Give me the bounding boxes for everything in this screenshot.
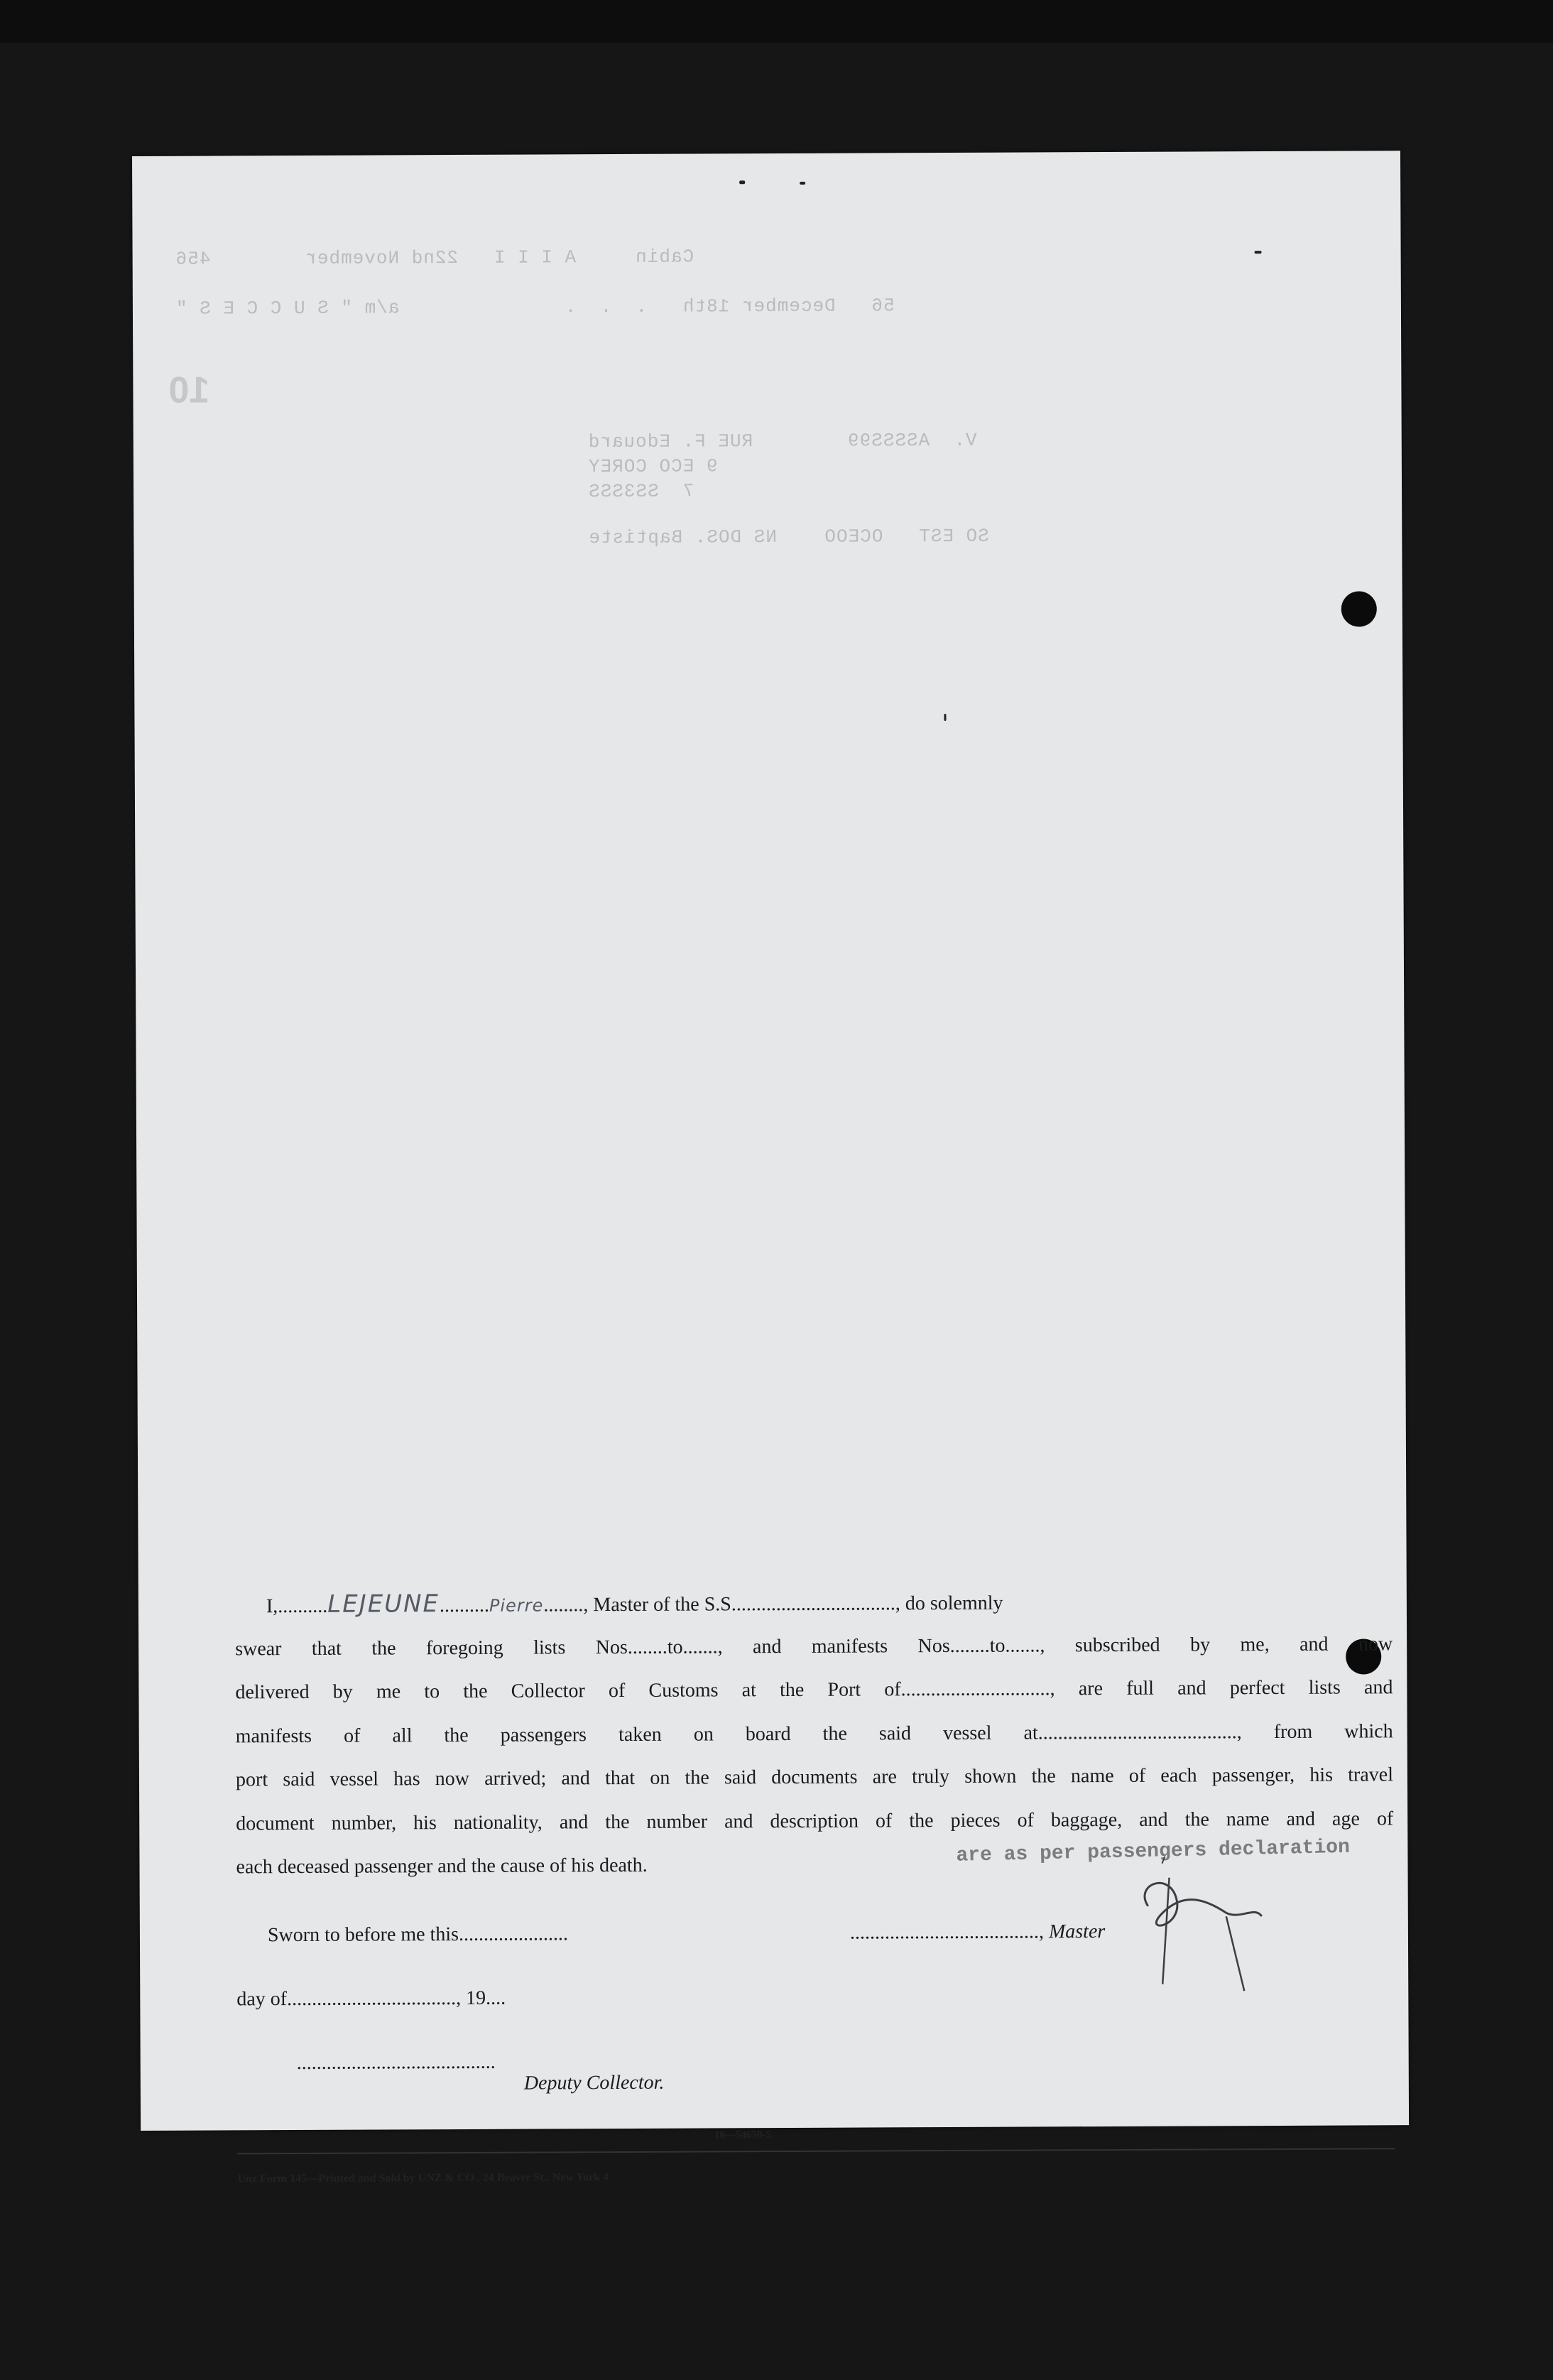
master-label: , Master xyxy=(1038,1920,1106,1943)
oath-text: , do solemnly xyxy=(895,1592,1003,1615)
form-code: 16—54650-5 xyxy=(714,2129,772,2141)
oath-text: , Master of the S.S. xyxy=(583,1593,736,1616)
fill-dots: .......... xyxy=(278,1594,328,1618)
master-signature-scrawl xyxy=(1119,1856,1283,1999)
master-surname-handwritten: LEJEUNE xyxy=(327,1590,440,1619)
fill-dots: ................................ xyxy=(736,1592,895,1616)
oath-line-4: manifests of all the passengers taken on board the said vessel at........................................, from which xyxy=(235,1719,1393,1747)
bleed-through-line: SO EST OCEOO NS DOS. Baptiste xyxy=(588,525,989,549)
film-border xyxy=(0,0,1553,43)
deputy-signature-line: ........................................ xyxy=(296,2050,496,2075)
bleed-through-line: 56 December 18th . . . a/m " S U C C E S " xyxy=(175,295,895,320)
oath-line-2: swear that the foregoing lists Nos........to......., and manifests Nos........to......., subscribed by me, and now xyxy=(235,1632,1393,1660)
master-given-name-handwritten: Pierre xyxy=(489,1595,544,1616)
speck xyxy=(739,180,745,184)
master-signature-line xyxy=(850,1920,1105,1945)
bleed-through-line: 7 SS3SSS xyxy=(588,480,694,503)
speck xyxy=(1255,251,1262,254)
day-of-line: day of.................................., 19.... xyxy=(236,1987,506,2011)
oath-line-6: document number, his nationality, and the number and description of the pieces of baggage, and the name and age of xyxy=(236,1807,1394,1835)
fill-dots: ........ xyxy=(543,1594,584,1616)
bleed-through-line: V. ASSSS99 RUE F. Edouard xyxy=(587,429,977,453)
fill-dots: .......... xyxy=(439,1594,490,1617)
sworn-before-line: Sworn to before me this...................... xyxy=(267,1923,569,1947)
speck xyxy=(944,714,946,721)
speck xyxy=(800,182,805,185)
oath-text: I, xyxy=(266,1595,278,1618)
passenger-declaration-stamp: are as per passengers declaration xyxy=(956,1836,1351,1867)
oath-line-1 xyxy=(235,1578,1393,1627)
bleed-through-line: 9 ECO COREY xyxy=(587,455,718,478)
oath-line-3: delivered by me to the Collector of Customs at the Port of.............................., are full and perfect lists and xyxy=(235,1676,1393,1704)
deputy-collector-label xyxy=(524,2072,665,2095)
footer-rule xyxy=(237,2148,1395,2154)
bleed-through-number: 10 xyxy=(168,369,210,411)
fill-dots: ...................................... xyxy=(849,1920,1039,1944)
punch-hole xyxy=(1341,591,1377,626)
printer-imprint: Unz Form 145—Printed and Sold by UNZ & CO., 24 Beaver St., New York 4 xyxy=(237,2171,609,2185)
oath-line-7: each deceased passenger and the cause of his death. xyxy=(236,1854,648,1879)
deputy-collector-text: Deputy Collector. xyxy=(523,2071,665,2094)
oath-line-5: port said vessel has now arrived; and that on the said documents are truly shown the name of each passenger, his travel xyxy=(235,1764,1394,1791)
manifest-page xyxy=(132,151,1409,2185)
bleed-through-line: Cabin A I I I 22nd November 456 xyxy=(175,246,694,270)
